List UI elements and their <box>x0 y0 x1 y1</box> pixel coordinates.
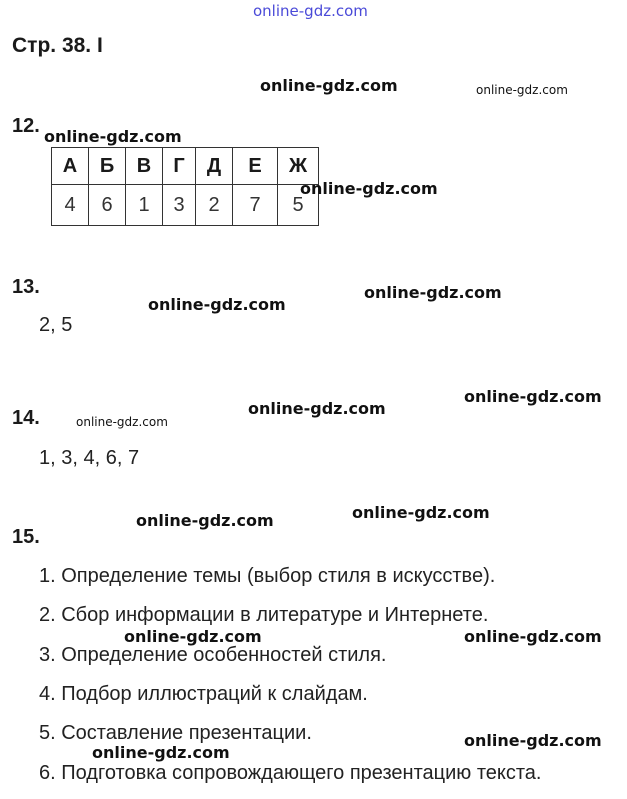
watermark: online-gdz.com <box>464 627 602 646</box>
table-cell: 5 <box>278 185 319 226</box>
watermark: online-gdz.com <box>136 511 274 530</box>
watermark: online-gdz.com <box>260 76 398 95</box>
watermark: online-gdz.com <box>92 743 230 762</box>
table-cell: 1 <box>126 185 163 226</box>
watermark: online-gdz.com <box>248 399 386 418</box>
watermark: online-gdz.com <box>464 731 602 750</box>
table-row <box>52 185 319 226</box>
task-15-number: 15. <box>12 526 40 548</box>
watermark: online-gdz.com <box>300 179 438 198</box>
watermark: online-gdz.com <box>124 627 262 646</box>
watermark: online-gdz.com <box>148 295 286 314</box>
table-cell: 2 <box>196 185 233 226</box>
table-header-cell: А <box>52 148 89 185</box>
watermark: online-gdz.com <box>464 387 602 406</box>
list-item: 5. Составление презентации. <box>39 722 312 744</box>
table-cell: 3 <box>163 185 196 226</box>
list-item: 1. Определение темы (выбор стиля в искусстве). <box>39 565 496 587</box>
table-header-cell: Д <box>196 148 233 185</box>
table-cell: 7 <box>233 185 278 226</box>
list-item: 6. Подготовка сопровождающего презентацию текста. <box>39 762 542 784</box>
task-13-answer: 2, 5 <box>39 314 73 336</box>
page-title: Стр. 38. I <box>12 34 103 57</box>
table-header-cell: Е <box>233 148 278 185</box>
table-cell: 6 <box>89 185 126 226</box>
table-cell: 4 <box>52 185 89 226</box>
table-header-cell: В <box>126 148 163 185</box>
task-12-number: 12. <box>12 115 40 137</box>
answer-table <box>51 147 319 226</box>
list-item: 4. Подбор иллюстраций к слайдам. <box>39 683 368 705</box>
list-item: 2. Сбор информации в литературе и Интернете. <box>39 604 489 626</box>
table-header-cell: Б <box>89 148 126 185</box>
watermark: online-gdz.com <box>44 127 182 146</box>
watermark: online-gdz.com <box>476 83 568 97</box>
watermark: online-gdz.com <box>364 283 502 302</box>
table-header-cell: Г <box>163 148 196 185</box>
table-header-cell: Ж <box>278 148 319 185</box>
watermark-top: online-gdz.com <box>253 2 368 20</box>
task-14-number: 14. <box>12 407 40 429</box>
watermark: online-gdz.com <box>352 503 490 522</box>
list-item: 3. Определение особенностей стиля. <box>39 644 387 666</box>
table-header-row <box>52 148 319 185</box>
watermark: online-gdz.com <box>76 415 168 429</box>
task-14-answer: 1, 3, 4, 6, 7 <box>39 447 140 469</box>
task-13-number: 13. <box>12 276 40 298</box>
